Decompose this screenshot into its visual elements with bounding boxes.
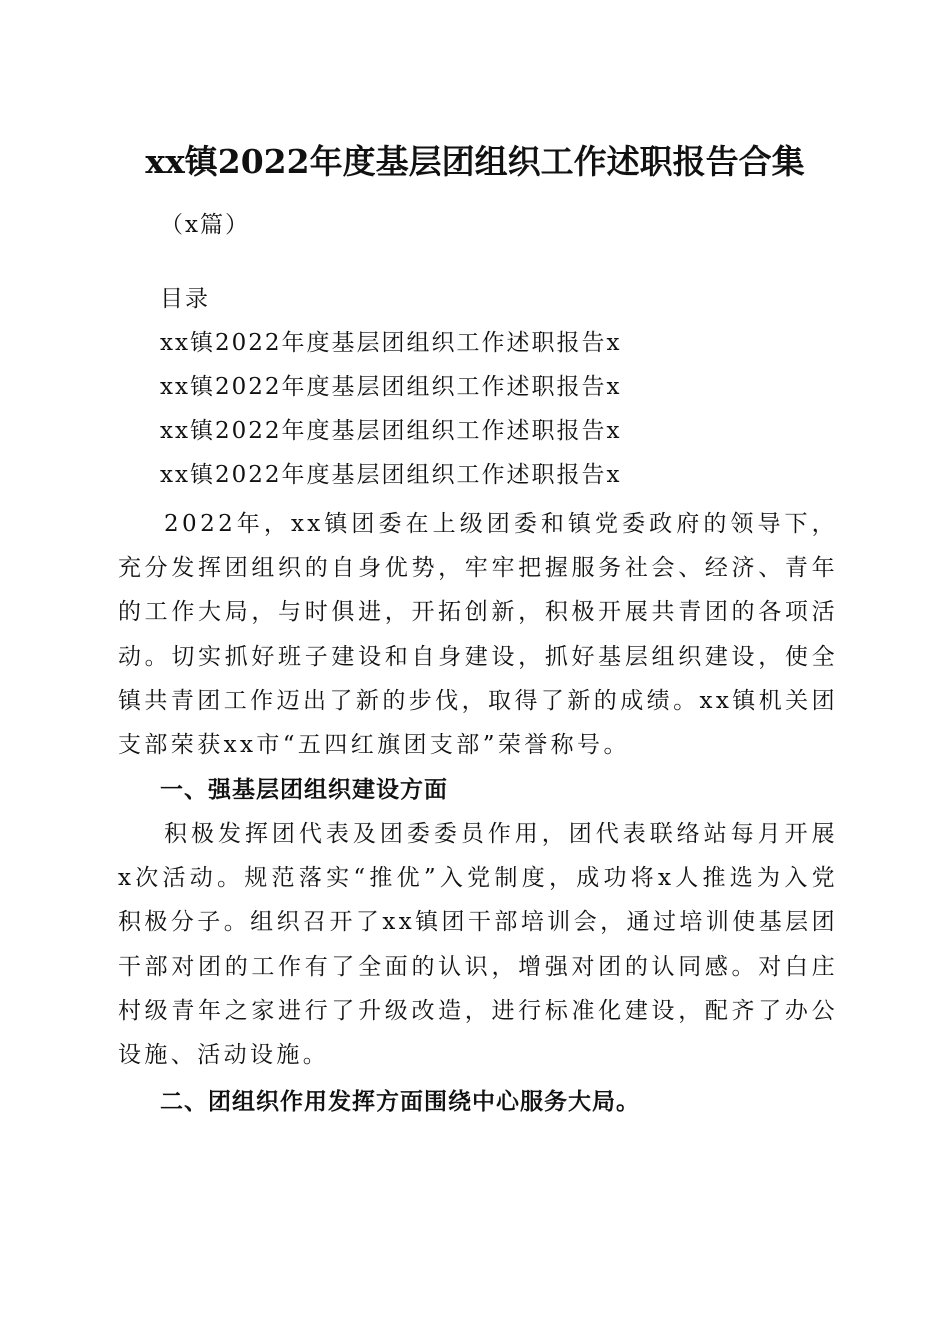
section-1-heading: 一、强基层团组织建设方面 bbox=[160, 777, 448, 803]
document-title: xx镇2022年度基层团组织工作述职报告合集 bbox=[145, 142, 805, 181]
section-2-heading: 二、团组织作用发挥方面围绕中心服务大局。 bbox=[160, 1089, 640, 1115]
intro-paragraph: 2022年，xx镇团委在上级团委和镇党委政府的领导下，充分发挥团组织的自身优势，牢牢把握服务社会、经济、青年的工作大局，与时俱进，开拓创新，积极开展共青团的各项活动。切实抓好班子建设和自身建设，抓好基层组织建设，使全镇共青团工作迈出了新的步伐，取得了新的成绩。xx镇机关团支部荣获xx市“五四红旗团支部”荣誉称号。 bbox=[118, 511, 838, 759]
toc-label: 目录 bbox=[160, 286, 210, 312]
toc-item: xx镇2022年度基层团组织工作述职报告x bbox=[160, 418, 622, 444]
section-1-paragraph: 积极发挥团代表及团委委员作用，团代表联络站每月开展x次活动。规范落实“推优”入党制度，成功将x人推选为入党积极分子。组织召开了xx镇团干部培训会，通过培训使基层团干部对团的工作有了全面的认识，增强对团的认同感。对白庄村级青年之家进行了升级改造，进行标准化建设，配齐了办公设施、活动设施。 bbox=[118, 821, 838, 1069]
toc-item: xx镇2022年度基层团组织工作述职报告x bbox=[160, 462, 622, 488]
toc-item: xx镇2022年度基层团组织工作述职报告x bbox=[160, 374, 622, 400]
count-note: （x篇） bbox=[160, 212, 250, 238]
toc-item: xx镇2022年度基层团组织工作述职报告x bbox=[160, 330, 622, 356]
